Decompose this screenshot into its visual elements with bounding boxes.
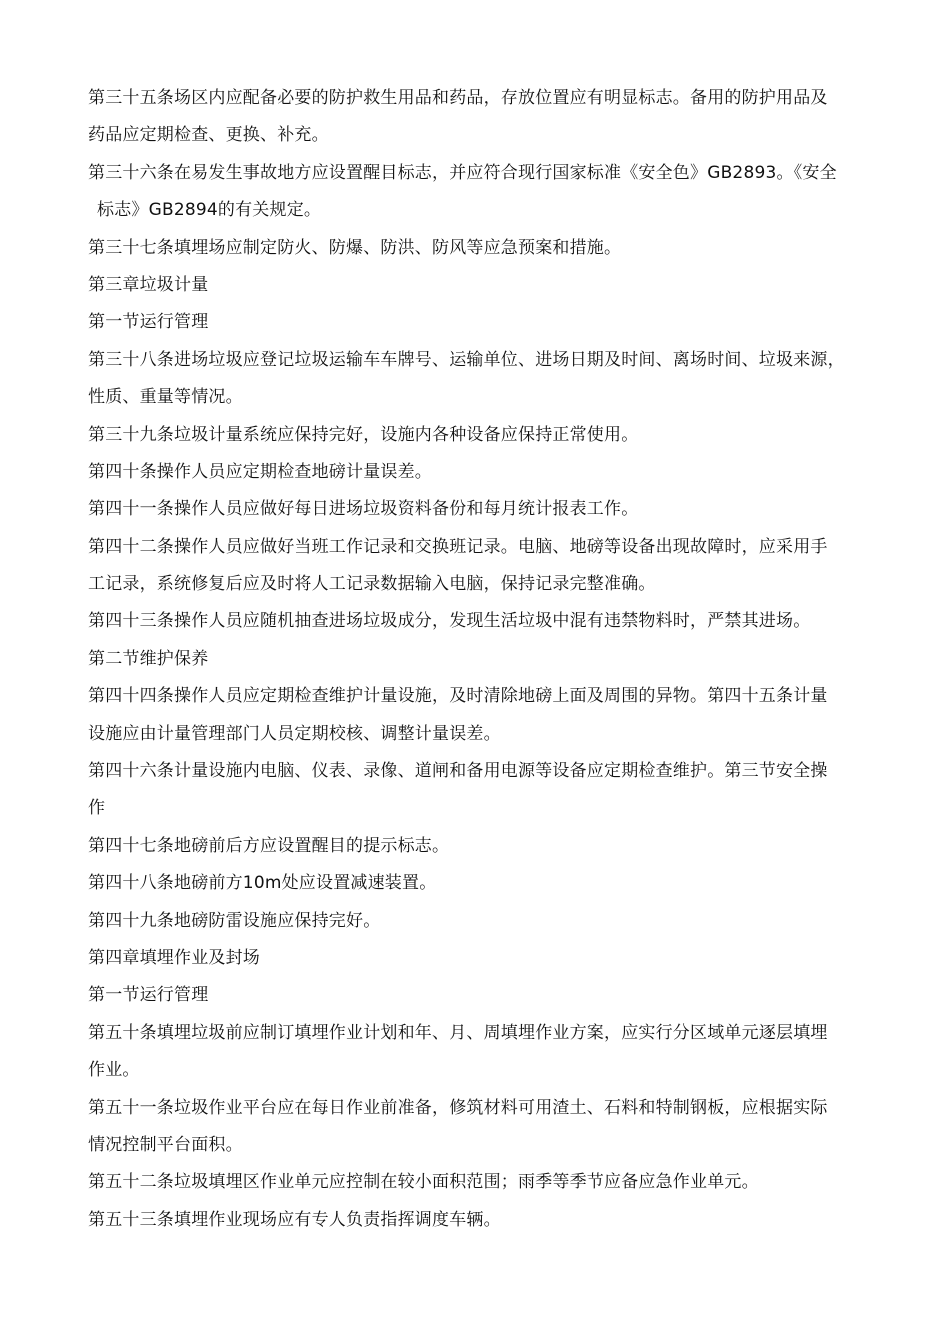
text-line: 第三十六条在易发生事故地方应设置醒目标志，并应符合现行国家标准《安全色》GB2893。《安全 bbox=[88, 162, 837, 183]
text-line: 第三十七条填埋场应制定防火、防爆、防洪、防风等应急预案和措施。 bbox=[88, 237, 622, 258]
text-line: 第五十二条垃圾填埋区作业单元应控制在较小面积范围；雨季等季节应备应急作业单元。 bbox=[88, 1172, 759, 1193]
section-heading: 第一节运行管理 bbox=[88, 985, 209, 1006]
text-line: 设施应由计量管理部门人员定期校核、调整计量误差。 bbox=[88, 723, 501, 744]
text-line: 作 bbox=[88, 798, 106, 819]
text-line: 情况控制平台面积。 bbox=[88, 1134, 243, 1155]
text-line: 第四十一条操作人员应做好每日进场垃圾资料备份和每月统计报表工作。 bbox=[88, 499, 639, 520]
text-line: 工记录，系统修复后应及时将人工记录数据输入电脑，保持记录完整准确。 bbox=[88, 574, 656, 595]
text-line: 第四十四条操作人员应定期检查维护计量设施，及时清除地磅上面及周围的异物。第四十五条计量 bbox=[88, 686, 828, 707]
text-line: 标志》GB2894的有关规定。 bbox=[97, 200, 322, 221]
text-line: 第五十一条垃圾作业平台应在每日作业前准备，修筑材料可用渣土、石料和特制钢板，应根据实际 bbox=[88, 1097, 828, 1118]
chapter-heading: 第四章填埋作业及封场 bbox=[88, 947, 260, 968]
text-line: 第四十六条计量设施内电脑、仪表、录像、道闸和备用电源等设备应定期检查维护。第三节安全操 bbox=[88, 761, 828, 782]
text-line: 第四十条操作人员应定期检查地磅计量误差。 bbox=[88, 461, 432, 482]
text-line: 药品应定期检查、更换、补充。 bbox=[88, 125, 329, 146]
text-line: 第四十二条操作人员应做好当班工作记录和交换班记录。电脑、地磅等设备出现故障时，应采用手 bbox=[88, 536, 828, 557]
text-line: 第三十九条垃圾计量系统应保持完好，设施内各种设备应保持正常使用。 bbox=[88, 424, 639, 445]
text-line: 第四十三条操作人员应随机抽查进场垃圾成分，发现生活垃圾中混有违禁物料时，严禁其进场。 bbox=[88, 611, 811, 632]
text-line: 作业。 bbox=[88, 1060, 140, 1081]
text-line: 第四十八条地磅前方10m处应设置减速装置。 bbox=[88, 873, 437, 894]
section-heading: 第一节运行管理 bbox=[88, 312, 209, 333]
text-line: 性质、重量等情况。 bbox=[88, 387, 243, 408]
chapter-heading: 第三章垃圾计量 bbox=[88, 274, 209, 295]
section-heading: 第二节维护保养 bbox=[88, 648, 209, 669]
document-page bbox=[88, 80, 874, 1239]
text-line: 第五十三条填埋作业现场应有专人负责指挥调度车辆。 bbox=[88, 1209, 501, 1230]
text-line: 第三十五条场区内应配备必要的防护救生用品和药品，存放位置应有明显标志。备用的防护用品及 bbox=[88, 88, 828, 108]
text-line: 第四十七条地磅前后方应设置醒目的提示标志。 bbox=[88, 835, 450, 856]
text-line: 第四十九条地磅防雷设施应保持完好。 bbox=[88, 910, 381, 931]
text-line: 第五十条填埋垃圾前应制订填埋作业计划和年、月、周填埋作业方案，应实行分区域单元逐层填埋 bbox=[88, 1022, 828, 1043]
text-line: 第三十八条进场垃圾应登记垃圾运输车车牌号、运输单位、进场日期及时间、离场时间、垃圾来源， bbox=[88, 349, 845, 370]
